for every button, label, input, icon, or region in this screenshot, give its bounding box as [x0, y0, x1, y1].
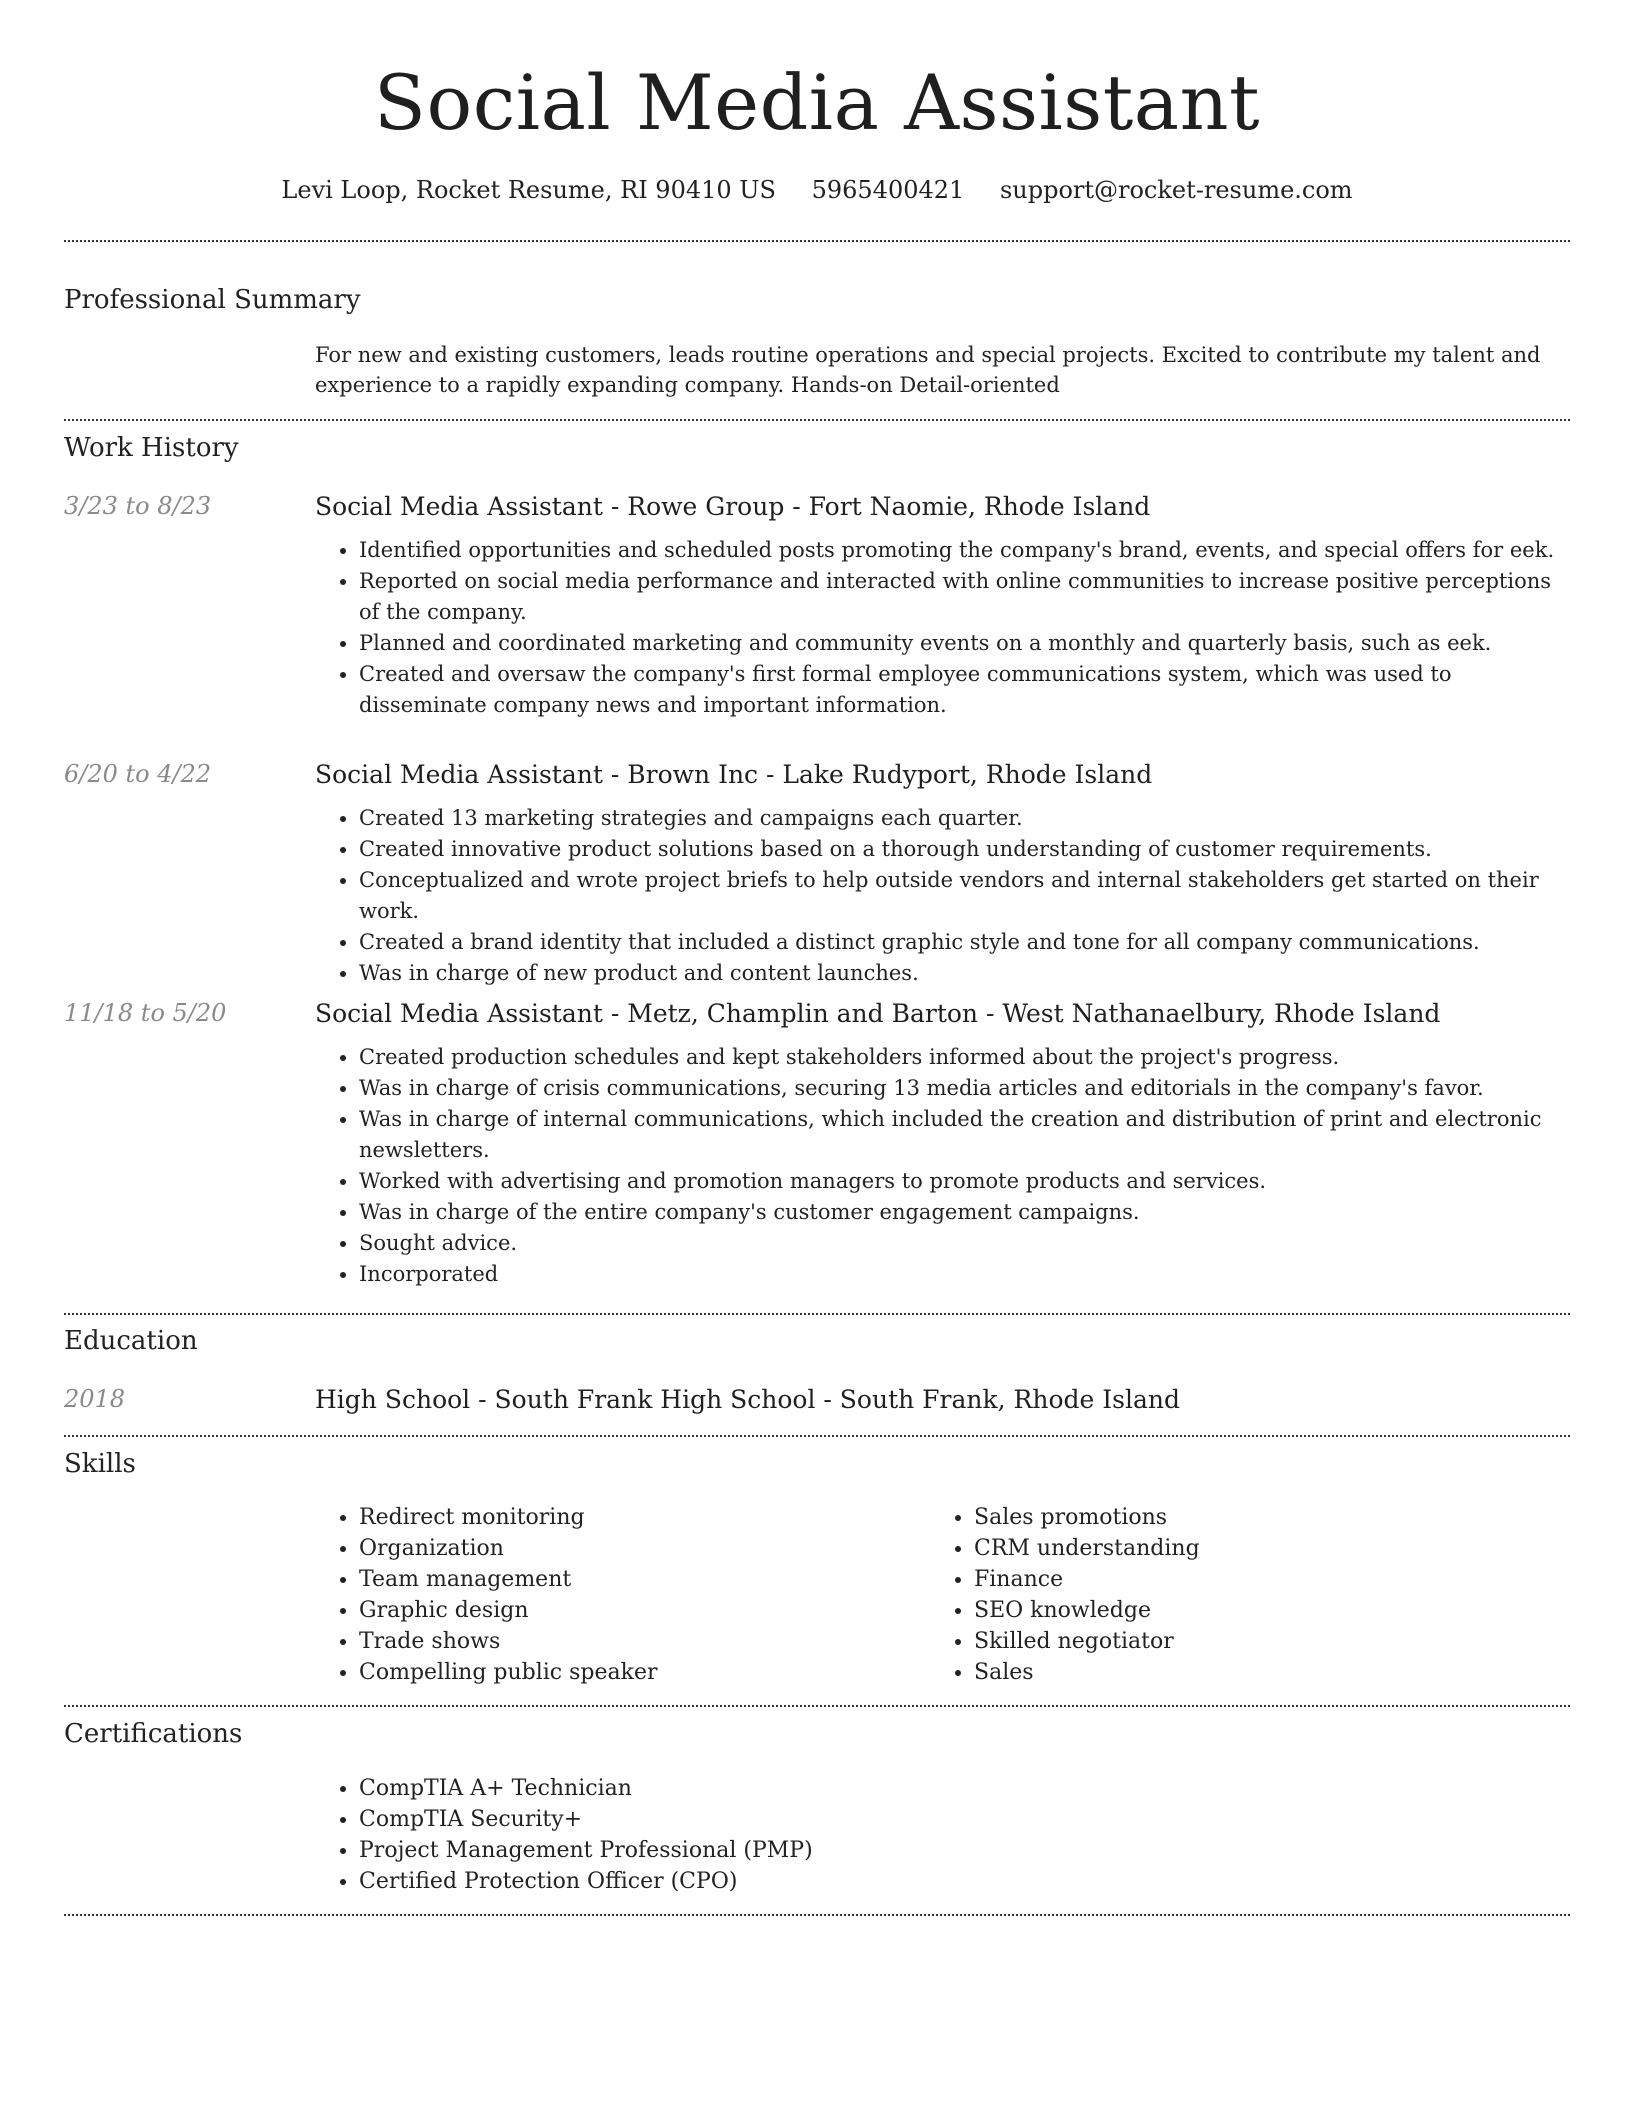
job-bullet: • Created a brand identity that included a distinct graphic style and tone for all company communications. — [359, 927, 1555, 958]
job-entry — [315, 489, 1555, 721]
resume-name: Social Media Assistant — [373, 58, 1261, 147]
section-title-work: Work History — [64, 433, 239, 463]
certification-item: • CompTIA A+ Technician — [359, 1773, 1215, 1804]
section-title-certifications: Certifications — [64, 1719, 243, 1749]
job-bullet: • Conceptualized and wrote project briefs to help outside vendors and internal stakeholders get started on their work. — [359, 865, 1555, 927]
contact-email: support@rocket-resume.com — [999, 176, 1353, 204]
skill-item: • SEO knowledge — [974, 1595, 1530, 1626]
skill-item: • Sales promotions — [974, 1502, 1530, 1533]
job-bullet: • Identified opportunities and scheduled posts promoting the company's brand, events, and special offers for eek. — [359, 535, 1555, 566]
certification-item: • Project Management Professional (PMP) — [359, 1835, 1215, 1866]
job-bullet: • Worked with advertising and promotion managers to promote products and services. — [359, 1166, 1555, 1197]
section-title-skills: Skills — [64, 1449, 136, 1479]
skills-list — [930, 1502, 1530, 1688]
summary-block — [315, 340, 1555, 400]
job-bullet: • Was in charge of crisis communications, securing 13 media articles and editorials in the company's favor. — [359, 1073, 1555, 1104]
job-bullets — [315, 803, 1555, 989]
job-bullets — [315, 535, 1555, 721]
job-bullet: • Was in charge of the entire company's customer engagement campaigns. — [359, 1197, 1555, 1228]
education-year: 2018 — [64, 1385, 126, 1413]
job-entry — [315, 757, 1555, 989]
contact-address: Levi Loop, Rocket Resume, RI 90410 US — [281, 176, 776, 204]
certifications-list — [315, 1773, 1215, 1897]
summary-text: For new and existing customers, leads routine operations and special projects. Excited to contribute my talent and experience to a rapidly expanding company. Hands-on Detail-oriented — [315, 343, 1541, 397]
skills-column-right — [930, 1502, 1530, 1688]
skills-list — [315, 1502, 915, 1688]
job-dates: 3/23 to 8/23 — [64, 492, 212, 520]
job-bullet: • Was in charge of internal communications, which included the creation and distribution of print and electronic newsletters. — [359, 1104, 1555, 1166]
education-entry — [315, 1382, 1555, 1418]
job-heading: Social Media Assistant - Brown Inc - Lake Rudyport, Rhode Island — [315, 760, 1153, 789]
skill-item: • Sales — [974, 1657, 1530, 1688]
skill-item: • Team management — [359, 1564, 915, 1595]
job-bullet: • Was in charge of new product and content launches. — [359, 958, 1555, 989]
job-bullet: • Created production schedules and kept stakeholders informed about the project's progress. — [359, 1042, 1555, 1073]
divider — [64, 1435, 1570, 1437]
job-bullets — [315, 1042, 1555, 1290]
skill-item: • CRM understanding — [974, 1533, 1530, 1564]
skill-item: • Organization — [359, 1533, 915, 1564]
divider — [64, 419, 1570, 421]
skills-column-left — [315, 1502, 915, 1688]
education-heading: High School - South Frank High School - South Frank, Rhode Island — [315, 1385, 1180, 1414]
job-dates: 11/18 to 5/20 — [64, 999, 227, 1027]
divider — [64, 1914, 1570, 1916]
job-entry — [315, 996, 1555, 1290]
job-bullet: • Created and oversaw the company's first formal employee communications system, which was used to disseminate company news and important information. — [359, 659, 1555, 721]
contact-phone: 5965400421 — [811, 176, 965, 204]
job-bullet: • Incorporated — [359, 1259, 1555, 1290]
skill-item: • Finance — [974, 1564, 1530, 1595]
divider — [64, 240, 1570, 242]
section-title-summary: Professional Summary — [64, 285, 361, 315]
job-bullet: • Planned and coordinated marketing and community events on a monthly and quarterly basis, such as eek. — [359, 628, 1555, 659]
job-bullet: • Created innovative product solutions based on a thorough understanding of customer requirements. — [359, 834, 1555, 865]
certification-item: • CompTIA Security+ — [359, 1804, 1215, 1835]
skill-item: • Redirect monitoring — [359, 1502, 915, 1533]
section-title-education: Education — [64, 1326, 198, 1356]
certification-item: • Certified Protection Officer (CPO) — [359, 1866, 1215, 1897]
skill-item: • Trade shows — [359, 1626, 915, 1657]
job-heading: Social Media Assistant - Rowe Group - Fort Naomie, Rhode Island — [315, 492, 1151, 521]
job-dates: 6/20 to 4/22 — [64, 760, 212, 788]
job-bullet: • Reported on social media performance and interacted with online communities to increase positive perceptions of the company. — [359, 566, 1555, 628]
job-bullet: • Sought advice. — [359, 1228, 1555, 1259]
divider — [64, 1705, 1570, 1707]
contact-line — [64, 170, 1570, 210]
certifications-block — [315, 1773, 1215, 1897]
skill-item: • Graphic design — [359, 1595, 915, 1626]
divider — [64, 1313, 1570, 1315]
job-bullet: • Created 13 marketing strategies and campaigns each quarter. — [359, 803, 1555, 834]
skill-item: • Compelling public speaker — [359, 1657, 915, 1688]
job-heading: Social Media Assistant - Metz, Champlin and Barton - West Nathanaelbury, Rhode Island — [315, 999, 1441, 1028]
skill-item: • Skilled negotiator — [974, 1626, 1530, 1657]
